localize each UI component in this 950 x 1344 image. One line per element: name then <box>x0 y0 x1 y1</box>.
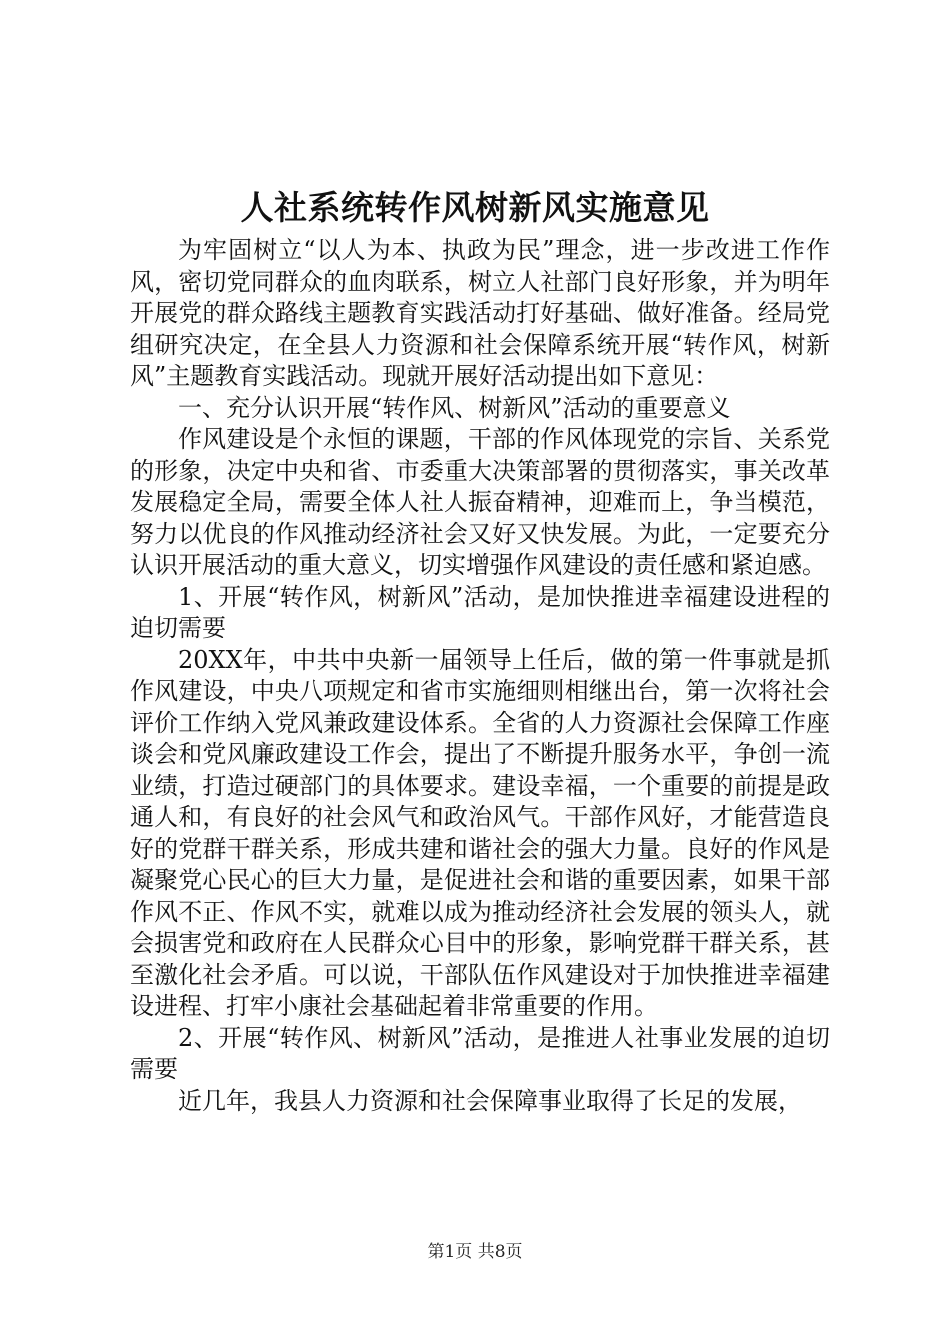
document-title: 人社系统转作风树新风实施意见 <box>240 188 710 227</box>
paragraph-significance: 作风建设是个永恒的课题，干部的作风体现党的宗旨、关系党的形象，决定中央和省、市委重大决策部署的贯彻落实，事关改革发展稳定全局，需要全体人社人振奋精神，迎难而上，争当模范，努力以优良的作风推动经济社会又好又快发展。为此，一定要充分认识开展活动的重大意义，切实增强作风建设的责任感和紧迫感。 <box>130 425 830 579</box>
paragraph-recent-years: 近几年，我县人力资源和社会保障事业取得了长足的发展， <box>178 1086 802 1115</box>
subheading-2: 2、开展“转作风、树新风”活动，是推进人社事业发展的迫切需要 <box>130 1023 830 1083</box>
paragraph-intro: 为牢固树立“以人为本、执政为民”理念，进一步改进工作作风，密切党同群众的血肉联系，树立人社部门良好形象，并为明年开展党的群众路线主题教育实践活动打好基础、做好准备。经局党组研究决定，在全县人力资源和社会保障系统开展“转作风，树新风”主题教育实践活动。现就开展好活动提出如下意见： <box>130 236 830 390</box>
document-body <box>130 235 830 1117</box>
paragraph-20xx: 20XX年，中共中央新一届领导上任后，做的第一件事就是抓作风建设，中央八项规定和省市实施细则相继出台，第一次将社会评价工作纳入党风兼政建设体系。全省的人力资源社会保障工作座谈会和党风廉政建设工作会，提出了不断提升服务水平，争创一流业绩，打造过硬部门的具体要求。建设幸福，一个重要的前提是政通人和，有良好的社会风气和政治风气。干部作风好，才能营造良好的党群干群关系，形成共建和谐社会的强大力量。良好的作风是凝聚党心民心的巨大力量，是促进社会和谐的重要因素，如果干部作风不正、作风不实，就难以成为推动经济社会发展的领头人，就会损害党和政府在人民群众心目中的形象，影响党群干群关系，甚至激化社会矛盾。可以说，干部队伍作风建设对于加快推进幸福建设进程、打牢小康社会基础起着非常重要的作用。 <box>130 645 830 1020</box>
page-number: 第1页 共8页 <box>427 1242 523 1262</box>
subheading-1: 1、开展“转作风，树新风”活动，是加快推进幸福建设进程的迫切需要 <box>130 582 830 642</box>
section-heading-1: 一、充分认识开展“转作风、树新风”活动的重要意义 <box>178 393 731 422</box>
